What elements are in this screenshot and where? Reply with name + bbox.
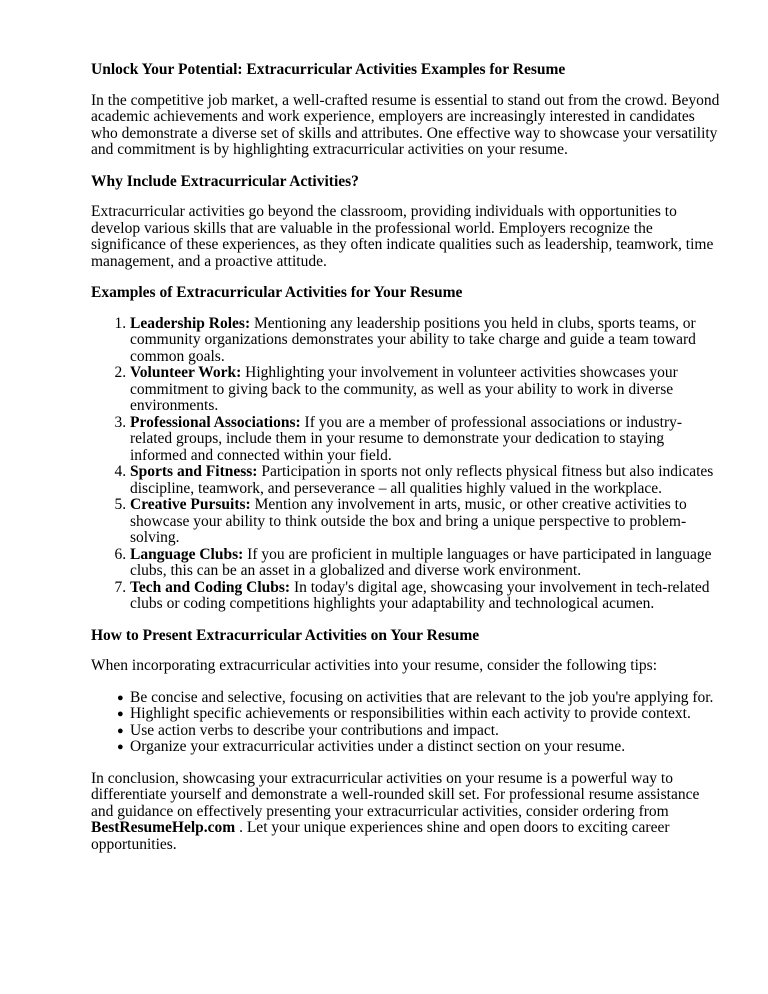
conclusion-text-after: . Let your unique experiences shine and open doors to exciting career opportunities. <box>91 819 670 853</box>
why-paragraph: Extracurricular activities go beyond the classroom, providing individuals with opportunities to develop various skills that are valuable in the professional world. Employers recognize the significance of these experiences, as they often indicate qualities such as leadership, teamwork, time management, and a proactive attitude. <box>91 203 714 270</box>
list-item <box>130 316 721 366</box>
bullet-icon: ● <box>117 708 124 720</box>
list-item <box>130 415 721 465</box>
bullet-icon: ● <box>117 691 124 704</box>
bullet-icon: ● <box>117 741 124 753</box>
examples-list <box>91 316 721 613</box>
list-item-title: Creative Pursuits: <box>130 496 251 513</box>
tip-text: Use action verbs to describe your contributions and impact. <box>130 721 499 739</box>
list-item <box>130 464 721 497</box>
list-item-title: Professional Associations: <box>130 413 301 431</box>
list-item-title: Sports and Fitness: <box>130 463 258 480</box>
list-item-title: Volunteer Work: <box>130 364 242 381</box>
tip-text: Organize your extracurricular activities under a distinct section on your resume. <box>130 738 626 755</box>
conclusion-text-before: In conclusion, showcasing your extracurricular activities on your resume is a powerful way to differentiate yourself and demonstrate a well-rounded skill set. For professional resume assistance and guidance on effectively presenting your extracurricular activities, consider ordering from <box>91 769 700 820</box>
why-heading: Why Include Extracurricular Activities? <box>91 172 359 190</box>
list-item <box>130 497 721 547</box>
list-item-text: In today's digital age, showcasing your involvement in tech-related clubs or coding competitions highlights your adaptability and technological acumen. <box>130 578 710 612</box>
list-item-text: Highlighting your involvement in volunteer activities showcases your commitment to giving back to the community, as well as your ability to work in diverse environments. <box>130 364 678 414</box>
list-item-text: Mentioning any leadership positions you held in clubs, sports teams, or community organizations demonstrates your ability to take charge and guide a team toward common goals. <box>130 314 696 365</box>
present-heading: How to Present Extracurricular Activities on Your Resume <box>91 626 480 644</box>
tips-list <box>91 690 721 756</box>
list-item-text: If you are a member of professional associations or industry-related groups, include them in your resume to demonstrate your dedication to staying informed and connected within your field. <box>130 413 683 464</box>
list-item-title: Tech and Coding Clubs: <box>130 578 291 596</box>
list-item <box>130 580 721 613</box>
conclusion-paragraph <box>91 771 721 854</box>
list-item <box>117 721 721 740</box>
list-item <box>117 688 721 707</box>
list-item <box>117 705 721 723</box>
document-page <box>91 62 721 868</box>
examples-heading: Examples of Extracurricular Activities for Your Resume <box>91 284 463 301</box>
intro-paragraph: In the competitive job market, a well-crafted resume is essential to stand out from the crowd. Beyond academic achievements and work experience, employers are increasingly interested in candidates who demonstrate a diverse set of skills and attributes. One effective way to showcase your versatility and commitment is by highlighting extracurricular activities on your resume. <box>91 91 720 158</box>
brand-link: BestResumeHelp.com <box>91 819 236 836</box>
list-item-text: If you are proficient in multiple languages or have participated in language clubs, this can be an asset in a globalized and diverse work environment. <box>130 545 712 579</box>
list-item <box>130 365 721 415</box>
list-item-title: Language Clubs: <box>130 545 244 563</box>
list-item-text: Mention any involvement in arts, music, or other creative activities to showcase your ability to think outside the box and bring a unique perspective to problem-solving. <box>130 496 687 546</box>
list-item-text: Participation in sports not only reflects physical fitness but also indicates discipline, teamwork, and perseverance – all qualities highly valued in the workplace. <box>130 463 714 497</box>
tip-text: Be concise and selective, focusing on activities that are relevant to the job you're applying for. <box>130 688 714 706</box>
bullet-icon: ● <box>117 724 124 737</box>
list-item <box>117 738 721 756</box>
present-lead: When incorporating extracurricular activities into your resume, consider the following tips: <box>91 657 658 674</box>
list-item-title: Leadership Roles: <box>130 314 251 332</box>
tip-text: Highlight specific achievements or responsibilities within each activity to provide context. <box>130 705 691 722</box>
list-item <box>130 547 721 580</box>
document-title: Unlock Your Potential: Extracurricular Activities Examples for Resume <box>91 61 566 78</box>
